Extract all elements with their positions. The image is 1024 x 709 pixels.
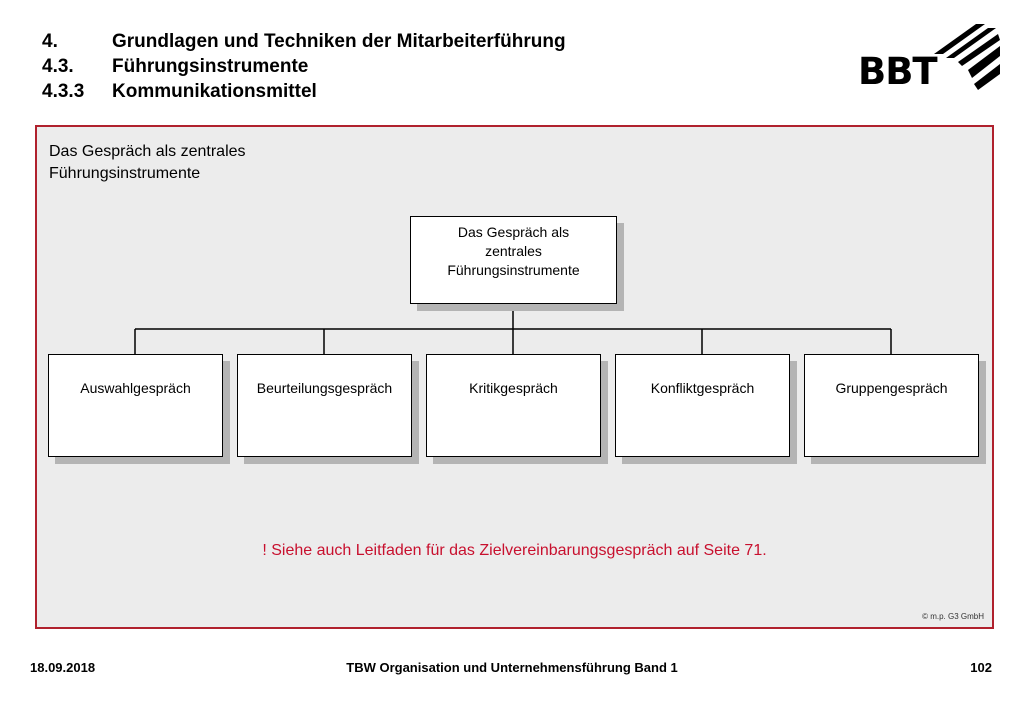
header-text: Führungsinstrumente	[112, 56, 309, 77]
header-number: 4.	[42, 31, 58, 52]
copyright-text: © m.p. G3 GmbH	[922, 612, 984, 621]
header-text: Grundlagen und Techniken der Mitarbeiterführung	[112, 31, 566, 52]
child-node-label: Konfliktgespräch	[650, 380, 755, 396]
content-panel	[35, 125, 994, 629]
child-node-gruppengespraech	[804, 354, 979, 457]
footer-date: 18.09.2018	[30, 660, 96, 675]
footer-title: TBW Organisation und Unternehmensführung Band 1	[346, 660, 678, 675]
header-line-2	[42, 55, 308, 79]
child-node-konfliktgespraech	[615, 354, 790, 457]
root-node	[410, 216, 617, 304]
header-number: 4.3.	[42, 56, 74, 77]
header-line-1	[42, 30, 566, 54]
bbt-logo	[858, 22, 1003, 94]
child-node-label: Kritikgespräch	[469, 380, 558, 396]
panel-title-line-1: Das Gespräch als zentrales	[49, 143, 246, 160]
root-node-line-3: Führungsinstrumente	[447, 262, 580, 278]
child-node-kritikgespraech	[426, 354, 601, 457]
child-node-label: Auswahlgespräch	[80, 380, 191, 396]
child-node-auswahlgespraech	[48, 354, 223, 457]
root-node-line-1: Das Gespräch als	[457, 224, 570, 240]
header-text: Kommunikationsmittel	[112, 81, 317, 102]
child-node-label: Beurteilungsgespräch	[256, 380, 393, 396]
footer-page-number: 102	[970, 660, 992, 675]
child-node-beurteilungsgespraech	[237, 354, 412, 457]
reference-note: ! Siehe auch Leitfaden für das Zielvereinbarungsgespräch auf Seite 71.	[262, 542, 767, 559]
panel-title-line-2: Führungsinstrumente	[49, 165, 201, 182]
header-line-3	[42, 80, 317, 104]
child-node-label: Gruppengespräch	[835, 380, 948, 396]
header-number: 4.3.3	[42, 81, 85, 102]
root-node-line-2: zentrales	[485, 243, 542, 259]
logo-text: BBT	[858, 50, 937, 93]
